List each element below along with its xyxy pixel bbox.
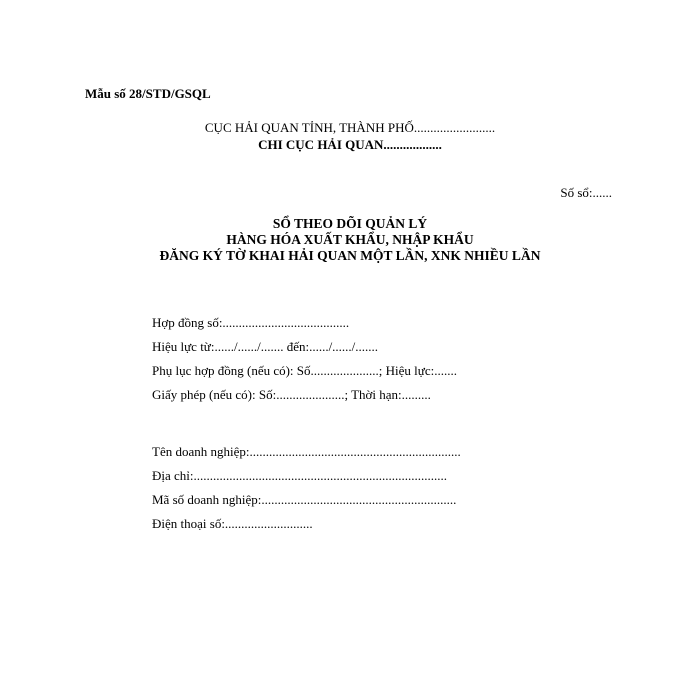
branch-line: CHI CỤC HẢI QUAN.................. xyxy=(258,137,442,152)
company-name-field: Tên doanh nghiệp:................................................................. xyxy=(152,444,461,459)
title-line-1: SỔ THEO DÕI QUẢN LÝ xyxy=(272,216,428,231)
phone-number-field: Điện thoại số:........................... xyxy=(152,516,313,531)
contract-number-field: Hợp đồng số:....................................... xyxy=(152,315,350,330)
company-code-field: Mã số doanh nghiệp:............................................................ xyxy=(152,492,457,507)
form-code: Mẫu số 28/STD/GSQL xyxy=(85,86,211,101)
validity-period-field: Hiệu lực từ:....../....../....... đến:....../....../....... xyxy=(152,339,379,354)
issuer-line: CỤC HẢI QUAN TỈNH, THÀNH PHỐ......................... xyxy=(204,120,496,135)
contract-appendix-field: Phụ lục hợp đồng (nếu có): Số.....................; Hiệu lực:....... xyxy=(152,363,457,378)
address-field: Địa chỉ:.............................................................................. xyxy=(152,468,448,483)
title-line-2: HÀNG HÓA XUẤT KHẨU, NHẬP KHẨU xyxy=(226,232,474,247)
title-line-3: ĐĂNG KÝ TỜ KHAI HẢI QUAN MỘT LẦN, XNK NHIỀU LẦN xyxy=(159,248,541,263)
license-field: Giấy phép (nếu có): Số:.....................; Thời hạn:......... xyxy=(152,387,431,402)
book-number: Số sổ:...... xyxy=(560,185,612,200)
